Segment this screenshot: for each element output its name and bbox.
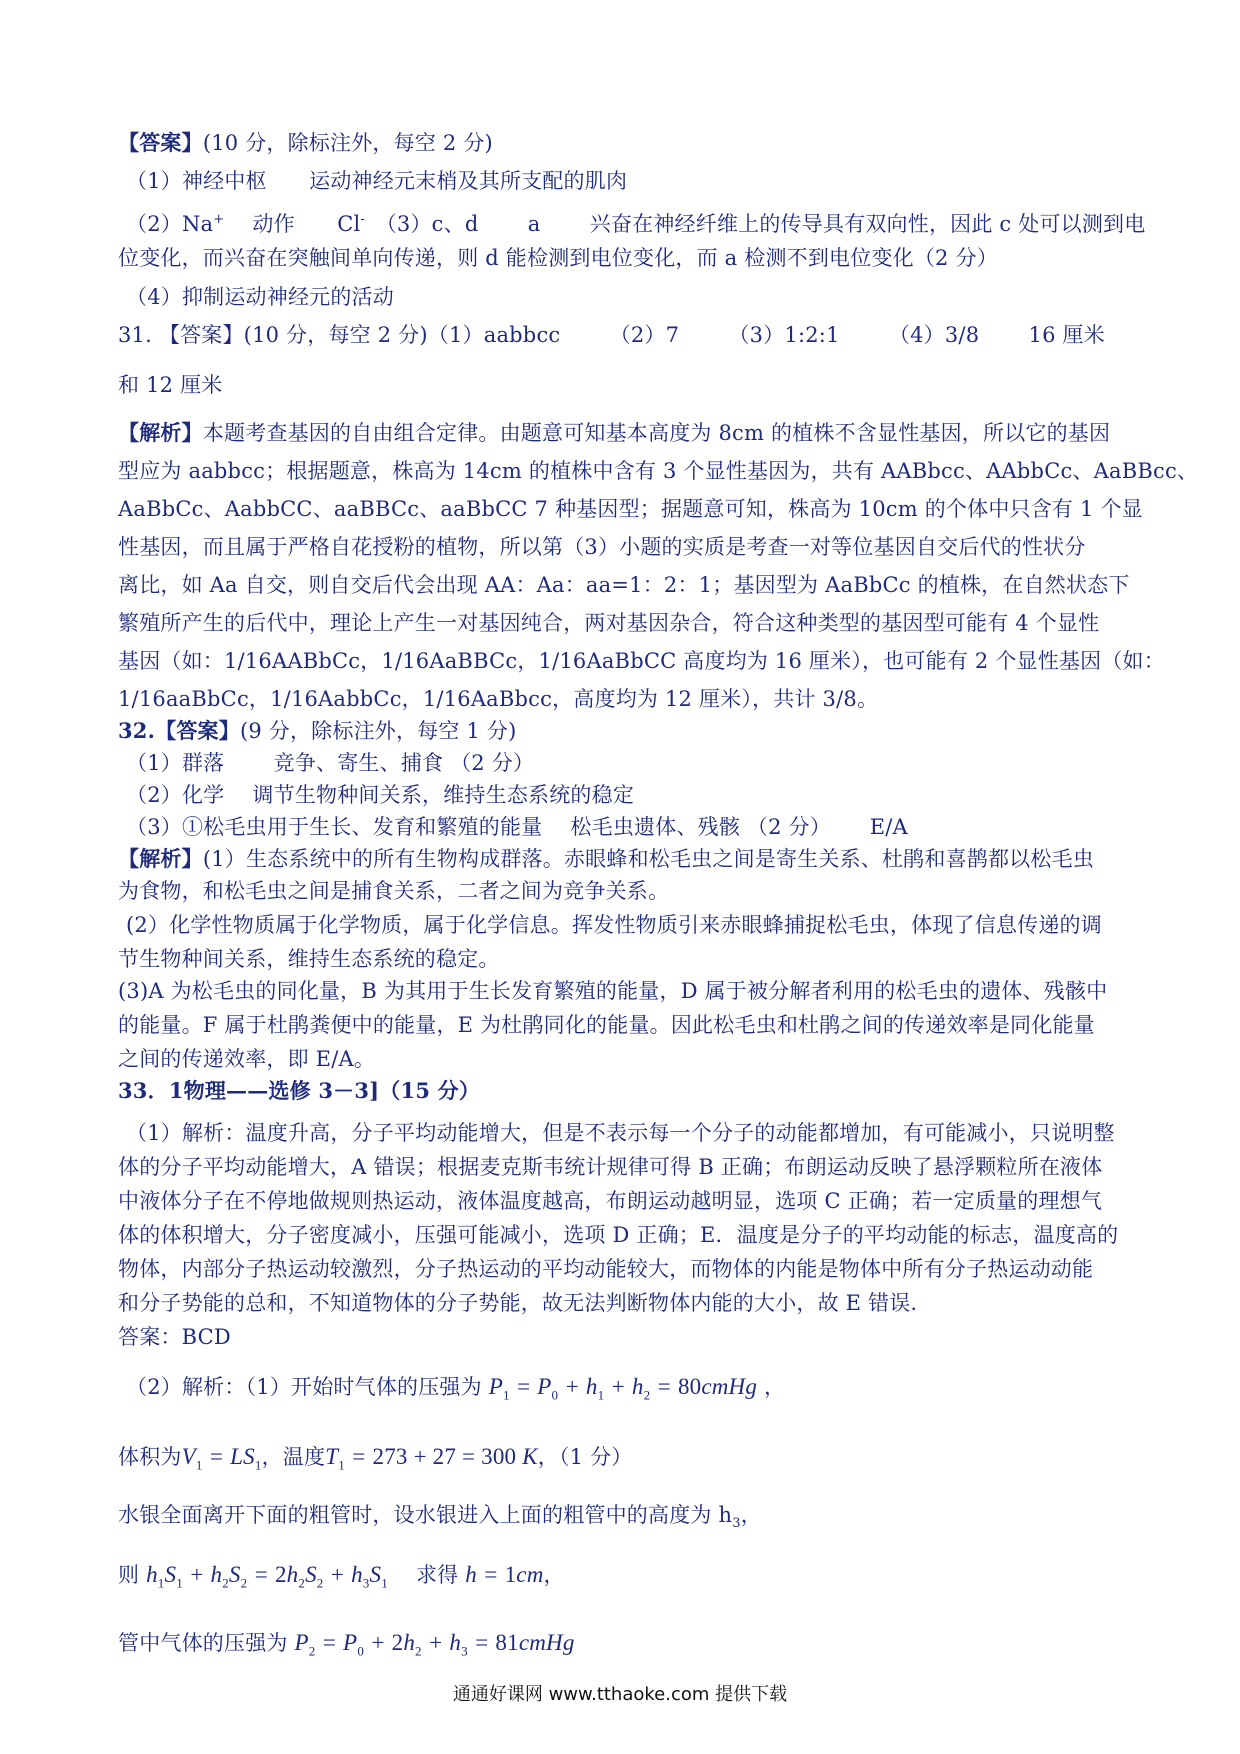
formula-p1: $P_1 = P_0 + h_1 + h_2$ = 80cmHg (488, 1374, 758, 1403)
physics-1-line4: 体的体积增大，分子密度减小，压强可能减小，选项 D 正确；E．温度是分子的平均动能的标志，温度高的 (118, 1223, 1119, 1247)
physics-2-line1: （2）解析：（1）开始时气体的压强为 $P_1 = P_0 + h_1 + h_2$ = 80cmHg ， (126, 1374, 786, 1403)
question-33-header: 33．1物理——选修 3－3]（15 分） (118, 1078, 481, 1103)
answer-30-part2-cont: 位变化，而兴奋在突触间单向传递，则 d 能检测到电位变化，而 a 检测不到电位变化（2 分） (118, 246, 998, 270)
formula-v1: $V_1 = LS_1$ (181, 1444, 262, 1473)
answer-30-part4: （4）抑制运动神经元的活动 (126, 285, 394, 309)
analysis-32-line5: (3)A 为松毛虫的同化量，B 为其用于生长发育繁殖的能量，D 属于被分解者利用的松毛虫的遗体、残骸中 (118, 979, 1108, 1003)
analysis-32-line4: 节生物种间关系，维持生态系统的稳定。 (118, 947, 500, 971)
physics-1-line2: 体的分子平均动能增大，A 错误；根据麦克斯韦统计规律可得 B 正确；布朗运动反映了悬浮颗粒所在液体 (118, 1155, 1103, 1179)
formula-p2: $P_2 = P_0 + 2h_2 + h_3$ = 81cmHg (294, 1630, 575, 1659)
analysis-31-line2: 型应为 aabbcc；根据题意，株高为 14cm 的植株中含有 3 个显性基因为，共有 AABbcc、AAbbCc、AaBBcc、 (118, 459, 1199, 483)
analysis-32-line6: 的能量。F 属于杜鹃粪便中的能量，E 为杜鹃同化的能量。因此松毛虫和杜鹃之间的传递效率是同化能量 (118, 1013, 1095, 1037)
answer-30-header: 【答案】(10 分，除标注外，每空 2 分) (118, 130, 493, 155)
physics-1-answer: 答案：BCD (118, 1325, 231, 1349)
page-footer: 通通好课网 www.tthaoke.com 提供下载 (452, 1684, 788, 1705)
analysis-31-line7: 基因（如：1/16AABbCc，1/16AaBBCc，1/16AaBbCC 高度均为 16 厘米），也可能有 2 个显性基因（如： (118, 649, 1165, 673)
analysis-31-line4: 性基因，而且属于严格自花授粉的植物，所以第（3）小题的实质是考查一对等位基因自交后代的性状分 (118, 535, 1086, 559)
analysis-31-line6: 繁殖所产生的后代中，理论上产生一对基因纯合，两对基因杂合，符合这种类型的基因型可能有 4 个显性 (118, 611, 1100, 635)
answer-31-header: 31. 【答案】(10 分，每空 2 分)（1）aabbcc （2）7 （3）1:2:1 （4）3/8 16 厘米 (118, 323, 1105, 347)
answer-32-part1: （1）群落 竞争、寄生、捕食 （2 分） (126, 751, 535, 775)
analysis-32-line1: 【解析】(1）生态系统中的所有生物构成群落。赤眼蜂和松毛虫之间是寄生关系、杜鹃和喜鹊都以松毛虫 (118, 846, 1094, 871)
answer-32-header: 32.【答案】(9 分，除标注外，每空 1 分) (118, 718, 517, 743)
analysis-32-line3: (2）化学性物质属于化学物质，属于化学信息。挥发性物质引来赤眼蜂捕捉松毛虫，体现了信息传递的调 (126, 913, 1102, 937)
physics-2-line5: 管中气体的压强为 $P_2 = P_0 + 2h_2 + h_3$ = 81cmHg (118, 1630, 575, 1659)
answer-30-part2: （2）Na+ 动作 Cl- （3）c、d a 兴奋在神经纤维上的传导具有双向性，因此 c 处可以测到电 (126, 212, 1146, 236)
formula-t1: $T_1 = 273 + 27 = 300$ K (325, 1444, 538, 1473)
physics-1-line6: 和分子势能的总和，不知道物体的分子势能，故无法判断物体内能的大小，故 E 错误． (118, 1291, 932, 1315)
physics-2-line2: 体积为$V_1 = LS_1$，温度$T_1 = 273 + 27 = 300$ K，（1 分） (118, 1444, 633, 1473)
answer-32-part2: （2）化学 调节生物种间关系，维持生态系统的稳定 (126, 783, 635, 807)
analysis-31-line8: 1/16aaBbCc，1/16AabbCc，1/16AaBbcc，高度均为 12 厘米），共计 3/8。 (118, 687, 879, 711)
physics-1-line5: 物体，内部分子热运动较激烈，分子热运动的平均动能较大，而物体的内能是物体中所有分子热运动动能 (118, 1257, 1094, 1281)
answer-31-header-cont: 和 12 厘米 (118, 373, 223, 397)
formula-mercury-volume: $h_1S_1 + h_2S_2 = 2h_2S_2 + h_3S_1$ (146, 1562, 388, 1591)
formula-h: h = 1cm (465, 1562, 544, 1587)
physics-2-line4: 则 $h_1S_1 + h_2S_2 = 2h_2S_2 + h_3S_1$ 求得 h = 1cm， (118, 1562, 565, 1591)
physics-2-line3: 水银全面离开下面的粗管时，设水银进入上面的粗管中的高度为 $h_3$， (118, 1503, 762, 1532)
analysis-31-line1: 【解析】本题考查基因的自由组合定律。由题意可知基本高度为 8cm 的植株不含显性基因，所以它的基因 (118, 420, 1111, 445)
analysis-31-line3: AaBbCc、AabbCC、aaBBCc、aaBbCC 7 种基因型；据题意可知，株高为 10cm 的个体中只含有 1 个显 (118, 497, 1143, 521)
analysis-32-line7: 之间的传递效率，即 E/A。 (118, 1047, 376, 1071)
physics-1-line1: （1）解析：温度升高，分子平均动能增大，但是不表示每一个分子的动能都增加，有可能减小，只说明整 (126, 1121, 1115, 1145)
answer-32-part3: （3）①松毛虫用于生长、发育和繁殖的能量 松毛虫遗体、残骸 （2 分） E/A (126, 815, 908, 839)
answer-30-part1: （1）神经中枢 运动神经元末梢及其所支配的肌肉 (126, 169, 628, 193)
analysis-32-line2: 为食物，和松毛虫之间是捕食关系，二者之间为竞争关系。 (118, 879, 670, 903)
physics-1-line3: 中液体分子在不停地做规则热运动，液体温度越高，布朗运动越明显，选项 C 正确；若一定质量的理想气 (118, 1189, 1103, 1213)
analysis-31-line5: 离比，如 Aa 自交，则自交后代会出现 AA：Aa：aa=1：2：1；基因型为 AaBbCc 的植株，在自然状态下 (118, 573, 1130, 597)
